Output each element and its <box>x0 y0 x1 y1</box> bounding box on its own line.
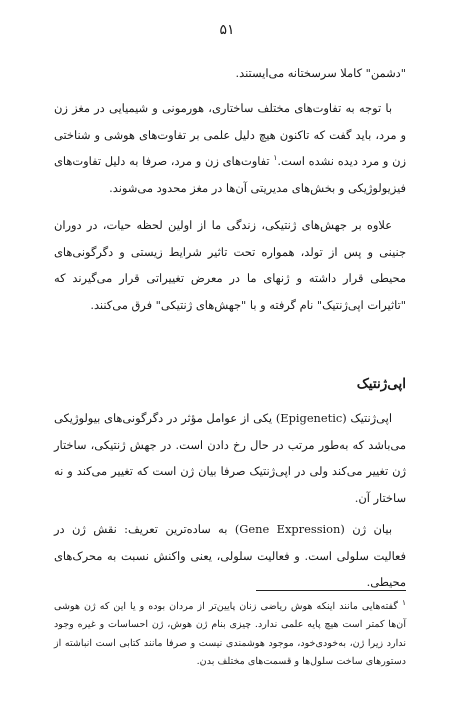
paragraph-2-text-b: تفاوت‌های زن و مرد، صرفا به دلیل تفاوت‌های فیزیولوژیکی و بخش‌های مدیریتی آن‌ها در مغز محدود می‌شوند. <box>54 154 406 195</box>
paragraph-4-text-b: یکی از عوامل مؤثر در دگرگونی‌های بیولوژیکی می‌باشد که به‌طور مرتب در حال رخ دادن است. در جهش ژنتیکی، ساختار ژن تغییر می‌کند ولی در اپی‌ژنتیک صرفا بیان ژن است که تغییر می‌کند و نه ساختار آن. <box>54 411 406 505</box>
paragraph-brain-differences <box>54 95 406 201</box>
paragraph-epigenetic-effects <box>54 212 406 318</box>
footnote-reference-mark: ۱ <box>273 153 278 163</box>
footnote-text: گفته‌هایی مانند اینکه هوش ریاضی زنان پایین‌تر از مردان بوده و یا این که ژن هوشی آن‌ها کمتر است هیچ پایه علمی ندارد. چیزی بنام ژن هوش، ژن احساسات و غیره وجود ندارد زیرا ژن، به‌خودی‌خود، موجود هوشمندی نیست و صرفا مانند کتابی است انباشته از دستورهای ساخت سلول‌ها و قسمت‌های مختلف بدن. <box>54 601 406 668</box>
paragraph-epigenetic-definition <box>54 405 406 511</box>
epigenetic-latin-term: (Epigenetic) <box>275 411 347 425</box>
paragraph-3-text: علاوه بر جهش‌های ژنتیکی، زندگی ما از اولین لحظه حیات، در دوران جنینی و پس از تولد، همواره تحت تاثیر شرایط زیستی و دگرگونی‌های محیطی قرار داشته و ژنهای ما در معرض تغییراتی قرار می‌گیرند که "تاثیرات اپی‌ژنتیک" نام گرفته و با "جهش‌های ژنتیکی" فرق می‌کنند. <box>54 218 406 312</box>
page-number: ۵۱ <box>219 22 235 38</box>
paragraph-4-text-a: اپی‌ژنتیک <box>346 411 392 425</box>
paragraph-2-text-a: با توجه به تفاوت‌های مختلف ساختاری، هورمونی و شیمیایی در مغز زن و مرد، باید گفت که تاکنون هیچ دلیل علمی بر تفاوت‌های هوشی و شناختی زن و مرد دیده نشده است. <box>54 101 406 168</box>
footnote <box>54 598 406 672</box>
section-heading: اپی‌ژنتیک <box>356 376 406 392</box>
paragraph-5-text-a: بیان ژن <box>344 522 392 536</box>
gene-expression-latin-term: (Gene Expression) <box>234 522 345 536</box>
paragraph-5-text-b: به ساده‌ترین تعریف: نقش ژن در فعالیت سلولی است. و فعالیت سلولی، یعنی واکنش نسبت به محرک‌های محیطی. <box>54 522 406 589</box>
paragraph-1-text: "دشمن" کاملا سرسختانه می‌ایستند. <box>235 66 406 80</box>
footnote-mark: ۱ <box>401 597 406 607</box>
paragraph-continuation <box>54 60 406 87</box>
paragraph-gene-expression <box>54 516 406 596</box>
footnote-divider <box>256 590 406 591</box>
